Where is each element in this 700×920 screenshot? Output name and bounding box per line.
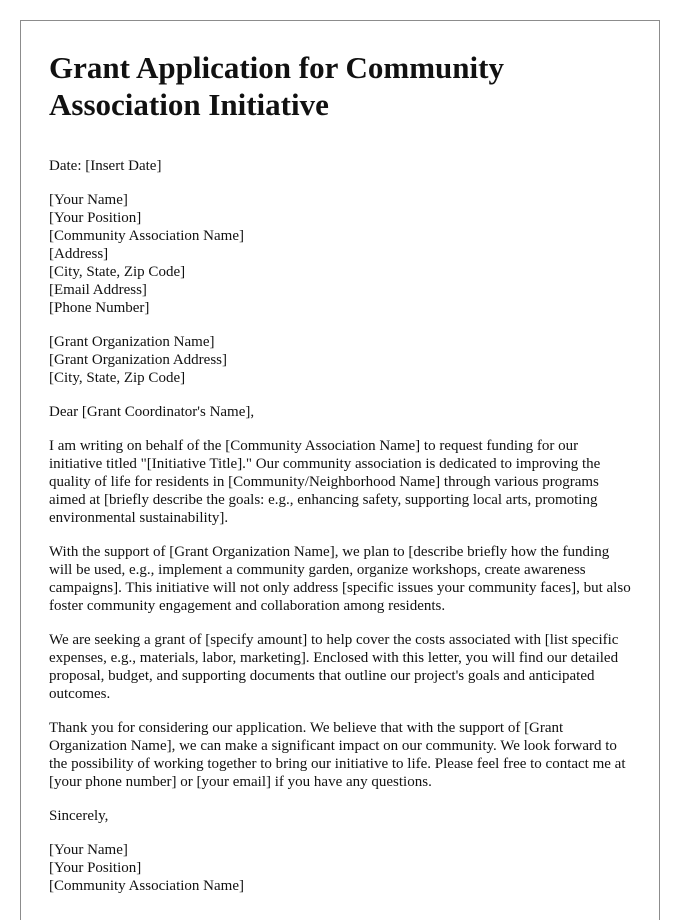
sender-association: [Community Association Name] [49, 228, 244, 244]
sender-city-state-zip: [City, State, Zip Code] [49, 264, 186, 280]
signature-name: [Your Name] [49, 842, 128, 858]
letter-page [20, 20, 660, 920]
body-paragraph-request: We are seeking a grant of [specify amount] to help cover the costs associated with [list specific expenses, e.g., materials, labor, marketing]. Enclosed with this letter, you will find our detailed proposal, budget, and supporting documents that outline our project's goals and anticipated outcomes. [49, 632, 619, 702]
sender-position: [Your Position] [49, 210, 142, 226]
signature-association: [Community Association Name] [49, 878, 244, 894]
recipient-address: [Grant Organization Address] [49, 352, 228, 368]
salutation: Dear [Grant Coordinator's Name], [49, 404, 255, 420]
body-paragraph-intro: I am writing on behalf of the [Community Association Name] to request funding for our initiative titled "[Initiative Title]." Our community association is dedicated to improving the quality of life for residents in [Community/Neighborhood Name] through various programs aimed at [briefly describe the goals: e.g., enhancing safety, supporting local arts, promoting environmental sustainability]. [49, 438, 601, 526]
sender-address-block [49, 191, 631, 317]
recipient-city-state-zip: [City, State, Zip Code] [49, 370, 186, 386]
sender-address: [Address] [49, 246, 109, 262]
recipient-address-block [49, 333, 631, 387]
date-line: Date: [Insert Date] [49, 158, 162, 174]
sender-email: [Email Address] [49, 282, 147, 298]
signature-block [49, 841, 631, 895]
body-paragraph-thanks: Thank you for considering our application. We believe that with the support of [Grant Organization Name], we can make a significant impact on our community. We look forward to the possibility of working together to bring our initiative to life. Please feel free to contact me at [your phone number] or [your email] if you have any questions. [49, 720, 626, 790]
sender-name: [Your Name] [49, 192, 128, 208]
sender-phone: [Phone Number] [49, 300, 150, 316]
body-paragraph-plan: With the support of [Grant Organization Name], we plan to [describe briefly how the funding will be used, e.g., implement a community garden, organize workshops, create awareness campaigns]. This initiative will not only address [specific issues your community faces], but also foster community engagement and collaboration among residents. [49, 544, 631, 614]
closing: Sincerely, [49, 808, 109, 824]
letter-title: Grant Application for Community Association Initiative [49, 50, 504, 122]
recipient-organization: [Grant Organization Name] [49, 334, 215, 350]
signature-position: [Your Position] [49, 860, 142, 876]
